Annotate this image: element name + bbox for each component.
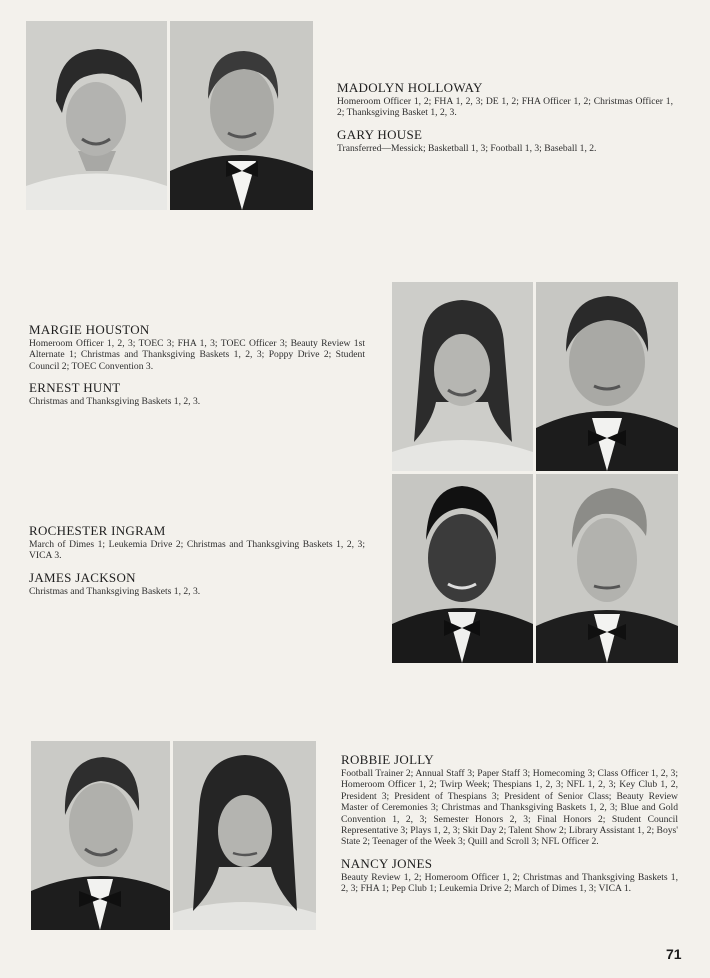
portrait-photo-james-jackson xyxy=(536,474,678,663)
male-portrait-icon xyxy=(536,474,678,663)
student-name: ROBBIE JOLLY xyxy=(341,752,434,767)
portrait-photo-rochester-ingram xyxy=(392,474,533,663)
student-activities: Homeroom Officer 1, 2, 3; TOEC 3; FHA 1, 3; TOEC Officer 3; Beauty Review 1st Alternate 1; Christmas and Thanksgiving Baskets 1, 2, 3; Poppy Drive 2; Student Council 2; TOEC Convention 3. xyxy=(29,338,365,372)
student-name: GARY HOUSE xyxy=(337,126,423,142)
male-portrait-icon xyxy=(31,741,170,930)
male-portrait-icon xyxy=(392,474,533,663)
page-number: 71 xyxy=(666,946,682,962)
female-portrait-icon xyxy=(173,741,316,930)
student-activities: Beauty Review 1, 2; Homeroom Officer 1, 2; Christmas and Thanksgiving Baskets 1, 2, 3; FHA 1; Pep Club 1; Leukemia Drive 2; March of Dimes 1, 3; VICA 1. xyxy=(341,871,678,895)
portrait-photo-margie-houston xyxy=(392,282,533,471)
group-text-3 xyxy=(29,523,365,605)
student-name: MARGIE HOUSTON xyxy=(29,322,150,337)
female-portrait-icon xyxy=(26,21,167,210)
student-name: ERNEST HUNT xyxy=(29,380,121,396)
student-name: MADOLYN HOLLOWAY xyxy=(337,80,483,95)
student-name: NANCY JONES xyxy=(341,855,433,871)
student-activities: March of Dimes 1; Leukemia Drive 2; Christmas and Thanksgiving Baskets 1, 2, 3; VICA 3. xyxy=(29,539,365,562)
male-portrait-icon xyxy=(170,21,313,210)
group-text-2 xyxy=(29,322,365,416)
student-activities: Homeroom Officer 1, 2; FHA 1, 2, 3; DE 1, 2; FHA Officer 1, 2; Christmas Officer 1, 2; Thanksgiving Basket 1, 2, 3. xyxy=(337,96,673,119)
student-activities: Christmas and Thanksgiving Baskets 1, 2, 3. xyxy=(29,585,201,597)
male-portrait-icon xyxy=(536,282,678,471)
student-activities: Transferred—Messick; Basketball 1, 3; Football 1, 3; Baseball 1, 2. xyxy=(337,142,597,154)
female-portrait-icon xyxy=(392,282,533,471)
student-name: ROCHESTER INGRAM xyxy=(29,523,166,538)
student-activities: Football Trainer 2; Annual Staff 3; Paper Staff 3; Homecoming 3; Class Officer 1, 2, 3; Homeroom Officer 1, 2; Twirp Week; Thespians 1, 2, 3; NFL 1, 2, 3; Key Club 1, 2, President 3; President of Thespians 3; President of Senior Class; Beauty Review Master of Ceremonies 3; Christmas and Thanksgiving Baskets 1, 2, 3; Blue and Gold Convention 1, 2, 3; Semester Honors 2, 3; Final Honors 2; Student Council Representative 3; Plays 1, 2, 3; Skit Day 2; Talent Show 2; Library Assistant 1, 2; Boys' State 2; Teenager of the Week 3; Quill and Scroll 3; NFL Officer 2. xyxy=(341,768,678,848)
portrait-photo-ernest-hunt xyxy=(536,282,678,471)
group-text-4 xyxy=(341,752,678,903)
student-activities: Christmas and Thanksgiving Baskets 1, 2, 3. xyxy=(29,396,201,408)
portrait-photo-nancy-jones xyxy=(173,741,316,930)
portrait-photo-robbie-jolly xyxy=(31,741,170,930)
portrait-photo-madolyn-holloway xyxy=(26,21,167,210)
portrait-photo-gary-house xyxy=(170,21,313,210)
group-text-1 xyxy=(337,80,673,162)
student-name: JAMES JACKSON xyxy=(29,569,136,585)
